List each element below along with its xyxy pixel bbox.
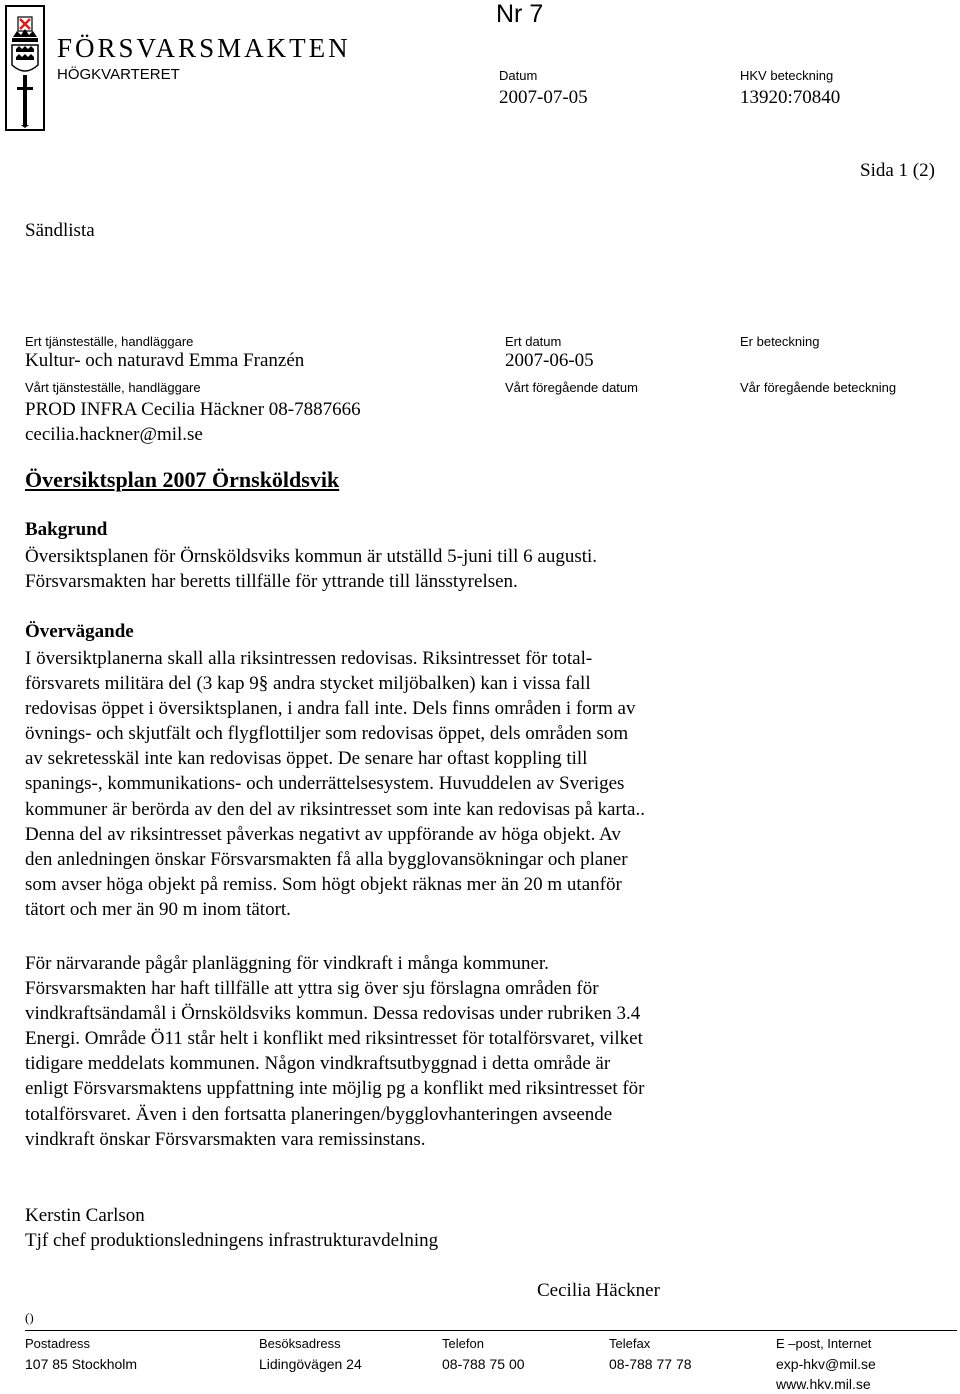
paragraph-line: Försvarsmakten har haft tillfälle att yttra sig över sju förslagna områden för bbox=[25, 978, 599, 1000]
postal-address-value: 107 85 Stockholm bbox=[25, 1356, 138, 1372]
paragraph-line: enligt Försvarsmaktens uppfattning inte möjlig pg a konflikt med riksintresset för bbox=[25, 1078, 645, 1100]
fax-label: Telefax bbox=[609, 1336, 651, 1351]
phone-label: Telefon bbox=[442, 1336, 484, 1351]
recipient: Sändlista bbox=[25, 220, 95, 241]
paragraph-line: som avser höga objekt på remiss. Som högt objekt räknas mer än 20 m utanför bbox=[25, 873, 622, 895]
paragraph-line: Denna del av riksintresset påverkas negativt av uppförande av höga objekt. Av bbox=[25, 823, 621, 845]
signature-marker: () bbox=[25, 1310, 34, 1325]
fax-value: 08-788 77 78 bbox=[609, 1356, 692, 1372]
paragraph-line: kommuner är berörda av den del av riksintresset som inte kan redovisas på karta.. bbox=[25, 798, 645, 820]
wind-power-paragraph bbox=[25, 951, 645, 1152]
website-link[interactable]: www.hkv.mil.se bbox=[776, 1376, 871, 1392]
signatory-name: Kerstin Carlson bbox=[25, 1205, 145, 1226]
consideration-paragraph bbox=[25, 646, 645, 922]
paragraph-line: försvarets militära del (3 kap 9§ andra stycket miljöbalken) kan i vissa fall bbox=[25, 673, 591, 695]
org-name: FÖRSVARSMAKTEN bbox=[57, 33, 351, 63]
reference-label: HKV beteckning bbox=[740, 68, 834, 83]
background-paragraph bbox=[25, 544, 597, 594]
our-office-value: PROD INFRA Cecilia Häckner 08-7887666 bbox=[25, 399, 361, 420]
postal-address-label: Postadress bbox=[25, 1336, 91, 1351]
your-reference-label: Er beteckning bbox=[740, 334, 820, 349]
paragraph-line: vindkraftsändamål i Örnsköldsviks kommun. Dessa redovisas under rubriken 3.4 bbox=[25, 1003, 641, 1025]
document-number: Nr 7 bbox=[496, 0, 544, 28]
visiting-address-label: Besöksadress bbox=[259, 1336, 341, 1351]
paragraph-line: övnings- och skjutfält och flygflottiljer som redovisas öppet, dels områden som bbox=[25, 723, 629, 745]
armed-forces-emblem bbox=[5, 5, 45, 131]
document-title: Översiktsplan 2007 Örnsköldsvik bbox=[25, 467, 340, 492]
paragraph-line: tidigare meddelats kommunen. Någon vindkraftsutbyggnad i detta område är bbox=[25, 1053, 611, 1075]
our-office-label: Vårt tjänsteställe, handläggare bbox=[25, 380, 201, 395]
paragraph-line: I översiktplanerna skall alla riksintressen redovisas. Riksintresset för total- bbox=[25, 648, 593, 669]
signatory-role: Tjf chef produktionsledningens infrastrukturavdelning bbox=[25, 1230, 439, 1251]
our-previous-reference-label: Vår föregående beteckning bbox=[740, 380, 897, 395]
footer-divider bbox=[25, 1330, 957, 1331]
consideration-heading: Övervägande bbox=[25, 621, 134, 642]
case-officer-name: Cecilia Häckner bbox=[537, 1280, 660, 1301]
paragraph-line: Försvarsmakten har beretts tillfälle för yttrande till länsstyrelsen. bbox=[25, 571, 518, 593]
our-previous-date-label: Vårt föregående datum bbox=[505, 380, 638, 395]
paragraph-line: totalförsvaret. Även i den fortsatta planeringen/bygglovhanteringen avseende bbox=[25, 1103, 613, 1125]
date-value: 2007-07-05 bbox=[499, 87, 588, 108]
email-label: E –post, Internet bbox=[776, 1336, 872, 1351]
page-indicator: Sida 1 (2) bbox=[860, 160, 935, 181]
paragraph-line: redovisas öppet i översiktsplanen, i andra fall inte. Dels finns områden i form av bbox=[25, 698, 636, 720]
your-date-value: 2007-06-05 bbox=[505, 350, 594, 371]
paragraph-line: spanings-, kommunikations- och underrättelsesystem. Huvuddelen av Sveriges bbox=[25, 773, 625, 795]
email-link[interactable]: exp-hkv@mil.se bbox=[776, 1356, 876, 1372]
reference-value: 13920:70840 bbox=[740, 87, 841, 108]
paragraph-line: tätort och mer än 90 m inom tätort. bbox=[25, 898, 291, 920]
background-heading: Bakgrund bbox=[25, 519, 108, 540]
your-office-value: Kultur- och naturavd Emma Franzén bbox=[25, 350, 305, 371]
paragraph-line: den anledningen önskar Försvarsmakten få alla bygglovansökningar och planer bbox=[25, 848, 628, 870]
date-label: Datum bbox=[499, 68, 538, 83]
visiting-address-value: Lidingövägen 24 bbox=[259, 1356, 362, 1372]
our-office-email: cecilia.hackner@mil.se bbox=[25, 424, 203, 445]
org-unit: HÖGKVARTERET bbox=[57, 66, 180, 83]
paragraph-line: Energi. Område Ö11 står helt i konflikt med riksintresset för totalförsvaret, vilket bbox=[25, 1028, 643, 1050]
paragraph-line: av sekretesskäl inte kan redovisas öppet. De senare har oftast koppling till bbox=[25, 748, 588, 770]
phone-value: 08-788 75 00 bbox=[442, 1356, 525, 1372]
paragraph-line: Översiktsplanen för Örnsköldsviks kommun är utställd 5-juni till 6 augusti. bbox=[25, 546, 598, 567]
paragraph-line: vindkraft önskar Försvarsmakten vara remissinstans. bbox=[25, 1128, 426, 1150]
paragraph-line: För närvarande pågår planläggning för vindkraft i många kommuner. bbox=[25, 953, 549, 974]
crown-shield-icon bbox=[7, 7, 43, 129]
your-date-label: Ert datum bbox=[505, 334, 562, 349]
your-office-label: Ert tjänsteställe, handläggare bbox=[25, 334, 194, 349]
